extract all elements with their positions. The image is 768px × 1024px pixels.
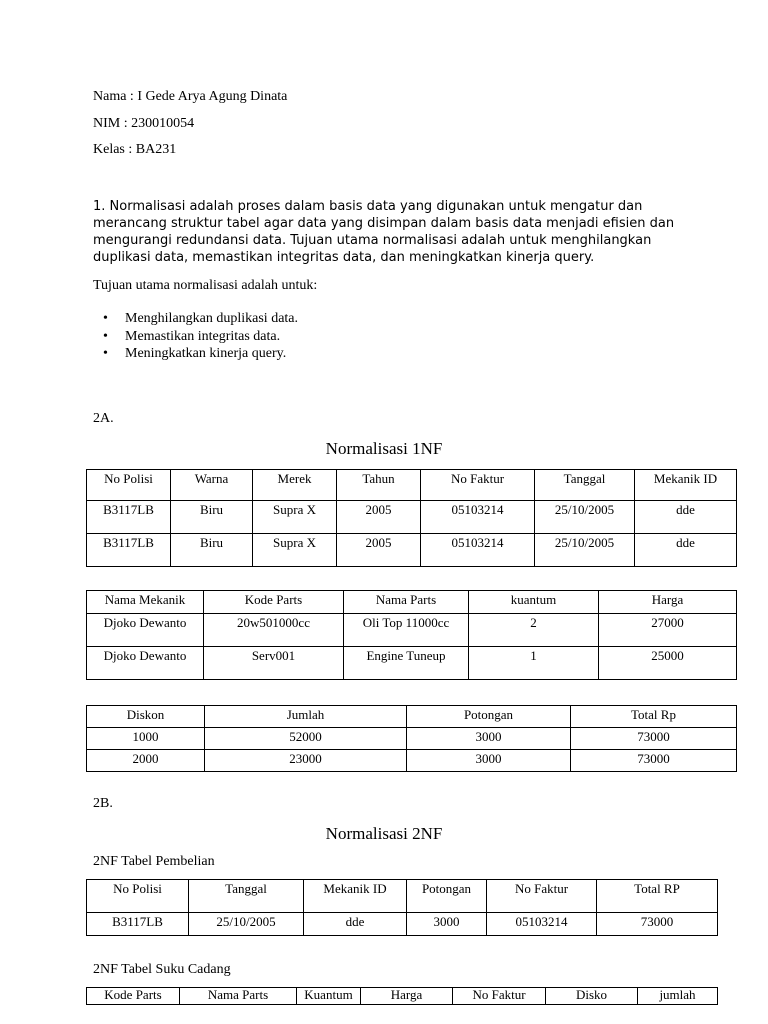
list-item-text: Menghilangkan duplikasi data. bbox=[125, 311, 299, 326]
table-header-cell: kuantum bbox=[469, 591, 599, 614]
table-header-cell: Jumlah bbox=[205, 706, 407, 728]
table-cell: dde bbox=[635, 534, 737, 567]
table-cell: 05103214 bbox=[421, 534, 535, 567]
answer-1-line: merancang struktur tabel agar data yang disimpan dalam basis data menjadi efisien dan bbox=[93, 216, 675, 231]
table-cell: 3000 bbox=[407, 750, 571, 772]
answer-1-line: 1. Normalisasi adalah proses dalam basis data yang digunakan untuk mengatur dan bbox=[93, 199, 643, 214]
table-cell: Djoko Dewanto bbox=[87, 614, 204, 647]
table-cell: 3000 bbox=[407, 728, 571, 750]
table-cell: Supra X bbox=[253, 534, 337, 567]
table-cell: Supra X bbox=[253, 501, 337, 534]
table-header-cell: No Faktur bbox=[453, 988, 546, 1005]
table-header-row bbox=[87, 706, 737, 728]
table-cell: 25/10/2005 bbox=[535, 501, 635, 534]
table-row bbox=[87, 614, 737, 647]
goals-intro: Tujuan utama normalisasi adalah untuk: bbox=[93, 278, 318, 293]
pembelian-table-title: 2NF Tabel Pembelian bbox=[93, 854, 215, 869]
table-cell: 2005 bbox=[337, 534, 421, 567]
table-cell: Oli Top 11000cc bbox=[344, 614, 469, 647]
table-header-cell: Disko bbox=[546, 988, 638, 1005]
table-cell: B3117LB bbox=[87, 913, 189, 936]
section-2b-label: 2B. bbox=[93, 796, 113, 811]
table-1nf-vehicle bbox=[86, 469, 737, 567]
table-header-cell: Total RP bbox=[597, 880, 718, 913]
table-header-cell: Merek bbox=[253, 470, 337, 501]
table-1nf-parts bbox=[86, 590, 737, 680]
table-header-cell: Harga bbox=[599, 591, 737, 614]
table-1nf-totals bbox=[86, 705, 737, 772]
table-cell: 25/10/2005 bbox=[535, 534, 635, 567]
table-cell: 73000 bbox=[571, 728, 737, 750]
suku-cadang-table-title: 2NF Tabel Suku Cadang bbox=[93, 962, 231, 977]
table-cell: 05103214 bbox=[487, 913, 597, 936]
table-cell: B3117LB bbox=[87, 501, 171, 534]
table-cell: 1000 bbox=[87, 728, 205, 750]
table-header-cell: No Faktur bbox=[487, 880, 597, 913]
table-header-row bbox=[87, 988, 718, 1005]
table-cell: dde bbox=[304, 913, 407, 936]
table-header-cell: Warna bbox=[171, 470, 253, 501]
student-name: Nama : I Gede Arya Agung Dinata bbox=[93, 89, 288, 104]
table-cell: 23000 bbox=[205, 750, 407, 772]
table-header-cell: Tahun bbox=[337, 470, 421, 501]
table-header-cell: Potongan bbox=[407, 880, 487, 913]
table-header-cell: Harga bbox=[361, 988, 453, 1005]
list-item bbox=[93, 328, 298, 346]
table-row bbox=[87, 750, 737, 772]
table-2nf-pembelian bbox=[86, 879, 718, 936]
table-header-cell: Nama Parts bbox=[180, 988, 297, 1005]
table-header-cell: Mekanik ID bbox=[635, 470, 737, 501]
table-cell: Serv001 bbox=[204, 647, 344, 680]
list-item-text: Meningkatkan kinerja query. bbox=[125, 346, 287, 361]
table-header-cell: Potongan bbox=[407, 706, 571, 728]
section-2b-heading: Normalisasi 2NF bbox=[325, 824, 443, 843]
list-item-text: Memastikan integritas data. bbox=[125, 328, 281, 344]
answer-1-line: mengurangi redundansi data. Tujuan utama normalisasi adalah untuk menghilangkan bbox=[93, 233, 652, 248]
table-cell: 73000 bbox=[571, 750, 737, 772]
table-cell: 2000 bbox=[87, 750, 205, 772]
table-header-cell: Kode Parts bbox=[87, 988, 180, 1005]
table-header-cell: Diskon bbox=[87, 706, 205, 728]
table-header-cell: No Faktur bbox=[421, 470, 535, 501]
goals-list bbox=[93, 310, 298, 363]
section-2a-label: 2A. bbox=[93, 411, 114, 426]
table-cell: 05103214 bbox=[421, 501, 535, 534]
table-cell: Djoko Dewanto bbox=[87, 647, 204, 680]
table-header-cell: jumlah bbox=[638, 988, 718, 1005]
student-class: Kelas : BA231 bbox=[93, 142, 177, 157]
student-nim: NIM : 230010054 bbox=[93, 116, 195, 131]
table-2nf-suku-cadang bbox=[86, 987, 718, 1005]
table-cell: 2005 bbox=[337, 501, 421, 534]
bullet-icon: • bbox=[103, 311, 108, 326]
table-header-cell: Mekanik ID bbox=[304, 880, 407, 913]
table-header-cell: Tanggal bbox=[535, 470, 635, 501]
table-cell: 25/10/2005 bbox=[189, 913, 304, 936]
table-header-cell: Total Rp bbox=[571, 706, 737, 728]
answer-1-line: duplikasi data, memastikan integritas data, dan meningkatkan kinerja query. bbox=[93, 250, 595, 265]
table-header-cell: Nama Parts bbox=[344, 591, 469, 614]
table-cell: 25000 bbox=[599, 647, 737, 680]
table-row bbox=[87, 501, 737, 534]
table-row bbox=[87, 647, 737, 680]
list-item bbox=[93, 310, 298, 328]
table-header-row bbox=[87, 470, 737, 501]
table-cell: 1 bbox=[469, 647, 599, 680]
table-cell: 20w501000cc bbox=[204, 614, 344, 647]
table-row bbox=[87, 534, 737, 567]
table-header-cell: Tanggal bbox=[189, 880, 304, 913]
table-cell: 27000 bbox=[599, 614, 737, 647]
table-cell: dde bbox=[635, 501, 737, 534]
table-header-cell: Nama Mekanik bbox=[87, 591, 204, 614]
table-header-cell: No Polisi bbox=[87, 880, 189, 913]
table-cell: 2 bbox=[469, 614, 599, 647]
section-2a-heading: Normalisasi 1NF bbox=[325, 439, 443, 458]
table-cell: Biru bbox=[171, 534, 253, 567]
table-header-cell: No Polisi bbox=[87, 470, 171, 501]
table-header-row bbox=[87, 591, 737, 614]
table-row bbox=[87, 728, 737, 750]
answer-1-paragraph bbox=[93, 198, 675, 266]
table-row bbox=[87, 913, 718, 936]
table-cell: B3117LB bbox=[87, 534, 171, 567]
table-cell: Engine Tuneup bbox=[344, 647, 469, 680]
table-cell: 52000 bbox=[205, 728, 407, 750]
table-cell: 73000 bbox=[597, 913, 718, 936]
table-cell: 3000 bbox=[407, 913, 487, 936]
table-header-cell: Kode Parts bbox=[204, 591, 344, 614]
bullet-icon: • bbox=[103, 328, 108, 344]
table-header-cell: Kuantum bbox=[297, 988, 361, 1005]
table-header-row bbox=[87, 880, 718, 913]
list-item bbox=[93, 345, 298, 363]
table-cell: Biru bbox=[171, 501, 253, 534]
bullet-icon: • bbox=[103, 346, 108, 361]
